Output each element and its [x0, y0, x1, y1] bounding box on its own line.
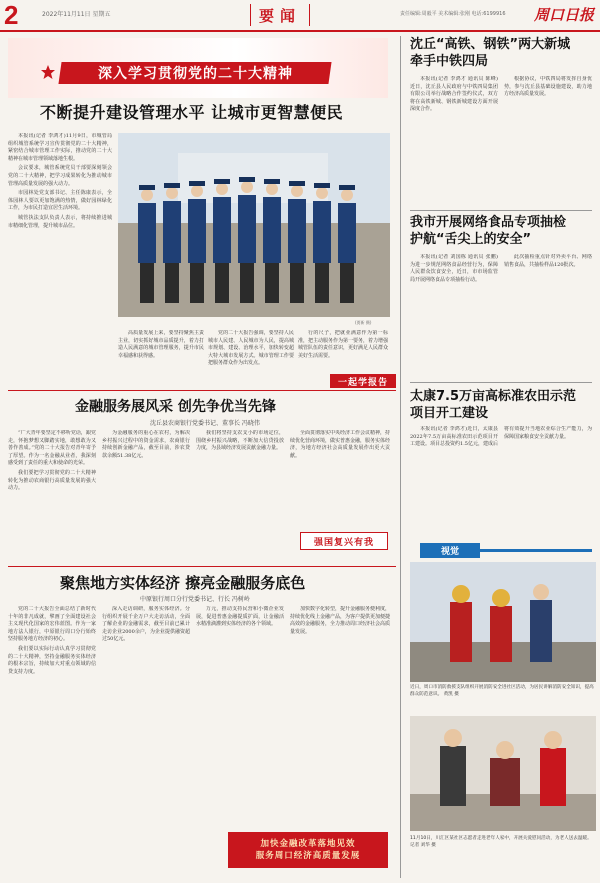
- article2-column-4: [290, 430, 390, 526]
- article3-column-4: [290, 606, 390, 826]
- lead-column-3: [208, 330, 294, 382]
- paragraph: 为金融服务的重心在农村，为解决乡村振兴过程中的资金需求，农商银行持续创新金融产品，截至目前，涉农贷款余额51.38亿元。: [102, 430, 190, 459]
- slogan-line-1: 加快金融改革落地见效: [260, 839, 356, 849]
- section-rule: [8, 390, 396, 391]
- firefighters-illustration: [410, 562, 596, 682]
- firefighter-photo: [410, 562, 596, 682]
- prosper-tag: 强国复兴有我: [300, 532, 388, 550]
- paragraph: 市园林处党支部书记、主任陈康表示，全体园林人要以更加饱满的热情，做好园林绿化工作，为市民打造宜居生活环境。: [8, 190, 112, 212]
- article2-headline: 金融服务展风采 创先争优当先锋: [75, 399, 276, 415]
- photo-credit: (贾新 摄): [355, 320, 372, 325]
- theme-banner: 深入学习贯彻党的二十大精神: [58, 62, 331, 84]
- paragraph: 会议要求，城管系统党员干部要深刻领会党的二十大精神，把学习成果转化为推动城市管理高质量发展的强大动力。: [8, 165, 112, 187]
- paragraph: 我们将坚持支农支小的市场定位，围绕乡村振兴战略，不断加大信贷投放力度，为县域经济发展贡献金融力量。: [196, 430, 284, 452]
- paragraph: 万元，推动支持民营和小微企业发展，促进普惠金融提质扩面，让金融活水精准滴灌到实体经济的各个领域。: [196, 606, 284, 628]
- elderly-care-photo: [410, 716, 596, 831]
- paragraph: 此次抽检重点针对外卖平台、网络销售食品，共抽检样品120批次。: [504, 254, 592, 268]
- right-article2-body: [410, 254, 592, 378]
- right-article3-headline: 太康7.5万亩高标准农田示范 项目开工建设: [410, 389, 577, 421]
- paragraph: 我们要把学习贯彻党的二十大精神转化为推动农商银行高质量发展的强大动力。: [8, 469, 96, 492]
- volunteers-illustration: [410, 716, 596, 831]
- paragraph: 本报讯(记者 李鸿才)近日，太康县2022年7.5万亩高标准农田示范项目开工建设。项目总投资约1.5亿元，建成后将有效提升当地农业综合生产能力，为保障国家粮食安全贡献力量。: [410, 426, 592, 448]
- slogan-box: [228, 832, 388, 868]
- officers-salute-illustration: [118, 133, 390, 317]
- section-name: 要闻: [250, 4, 310, 26]
- article3-column-1: [8, 606, 96, 876]
- article2-column-3: [196, 430, 284, 564]
- article2-column-2: [102, 430, 190, 564]
- issue-date: 2022年11月11日 星期五: [42, 11, 111, 18]
- editor-credits: 责任编辑:周毅平 美术编辑:张刚 电话:6199916: [400, 11, 506, 17]
- paragraph: 本报讯(记者 刘国栋 通讯员 张鹏)为进一步规范网络食品经营行为，保障人民群众饮食安全，近日，市市场监管局开展网络食品专项抽检行动。: [410, 254, 498, 283]
- article2-byline: 沈丘县农商银行党委书记、董事长 冯晓伟: [150, 420, 260, 427]
- right-article2-headline: 我市开展网络食品专项抽检 护航“舌尖上的安全”: [410, 215, 567, 247]
- lead-column-4: [298, 330, 388, 370]
- paragraph: “广大青年要坚定不移听党话，跟党走，怀抱梦想又脚踏实地，敢想敢为又善作善成。”党的二十大报告对青年寄予了厚望。作为一名金融从业者，我深刻感受到了责任的重大和使命的光荣。: [8, 430, 96, 467]
- section-rule: [8, 566, 396, 567]
- paragraph: 本报讯(记者 李鸿才 通讯员 陈峰)近日，沈丘县人民政府与中铁四局集团有限公司举行战略合作签约仪式，双方将在高铁新城、钢铁新城建设方面开展深度合作。: [410, 76, 498, 113]
- visual-section-rule: [480, 549, 592, 552]
- paragraph: 党的二十大报告强调，要坚持人民城市人民建、人民城市为人民，提高城市规划、建设、治理水平，加快转变超大特大城市发展方式。城市管理工作要把服务群众作为出发点。: [208, 330, 294, 367]
- lead-column-2: [118, 330, 204, 382]
- lead-column-1: [8, 133, 112, 333]
- section-rule: [410, 382, 592, 383]
- paragraph: 党的二十大报告全面总结了新时代十年的非凡成就，擘画了全面建设社会主义现代化国家的宏伟蓝图。作为一家地方法人银行，中原银行周口分行始终坚持服务地方经济的初心。: [8, 606, 96, 643]
- article3-column-2: [102, 606, 190, 876]
- visual-section-tag: 视觉: [420, 543, 480, 558]
- paragraph: 本报讯(记者 李鸿才)11月9日，市城管局组织城管系统学习宣传贯彻党的二十大精神，紧密结合城市管理工作实际，推动党的二十大精神在城市管理领域落地生根。: [8, 133, 112, 162]
- right-article1-headline: 沈丘“高铁、钢铁”两大新城 牵手中铁四局: [410, 37, 571, 69]
- paragraph: 根据协议，中铁四局将发挥自身优势，参与沈丘县基础设施建设，助力地方经济高质量发展。: [504, 76, 592, 98]
- paragraph: 城管执法支队负责人表示，将持续推进城市精细化管理，提升城市品位。: [8, 214, 112, 229]
- paragraph: 我们要以实际行动认真学习贯彻党的二十大精神，坚持金融服务实体经济的根本宗旨，持续加大对重点领域的信贷支持力度。: [8, 645, 96, 675]
- section-rule: [410, 210, 592, 211]
- right-article3-body: [410, 426, 592, 536]
- paragraph: 全面贯彻落实中央经济工作会议精神，持续优化营商环境，做实普惠金融，服务实体经济，为地方经济社会高质量发展作出更大贡献。: [290, 430, 390, 459]
- paragraph: 深入走访调研，服务实体经济。分行组织开展千企万户大走访活动，全面了解企业的金融需求，截至目前已累计走访企业2000余户，为企业提供融资超过50亿元。: [102, 606, 190, 643]
- article3-headline: 聚焦地方实体经济 擦亮金融服务底色: [60, 574, 306, 592]
- column-divider: [400, 36, 401, 878]
- article2-column-1: [8, 430, 96, 564]
- paragraph: 加快数字化转型，提升金融服务便利度，持续优化线上金融产品，为客户提供更加便捷高效的金融服务，全力推动周口经济社会高质量发展。: [290, 606, 390, 635]
- paragraph: 高质量发展上来，要坚持聚焦主责主业，切实抓好城市品质提升，着力打造人民满意的城市管理服务，提升市民幸福感和获得感。: [118, 330, 204, 359]
- article3-column-3: [196, 606, 284, 826]
- star-icon: [40, 64, 56, 80]
- study-report-tag: 一起学报告: [330, 374, 396, 388]
- masthead-logo: 周口日报: [533, 6, 594, 24]
- page-number: 2: [4, 0, 19, 30]
- slogan-line-2: 服务周口经济高质量发展: [255, 851, 361, 861]
- article3-byline: 中原银行周口分行党委书记、行长 冯树岭: [140, 596, 250, 603]
- photo-caption-2: 11月10日，川汇区某社区志愿者走进老年人家中，开展关爱慰问活动，为老人送去温暖。 记者 刘华 摄: [410, 836, 592, 848]
- lead-photo: [118, 133, 390, 317]
- page-header: [0, 0, 600, 32]
- right-article1-body: [410, 76, 592, 206]
- paragraph: 行的尺子，把就业满意作为第一标准，把主动服务作为第一要务，着力增强城管队伍的责任意识，更好满足人民群众美好生活需要。: [298, 330, 388, 359]
- photo-caption-1: 近日，周口市消防救援支队组织开展消防安全进社区活动，为居民讲解消防安全知识，提高群众防范意识。 黄凯 摄: [410, 685, 594, 697]
- lead-headline: 不断提升建设管理水平 让城市更智慧便民: [40, 103, 344, 122]
